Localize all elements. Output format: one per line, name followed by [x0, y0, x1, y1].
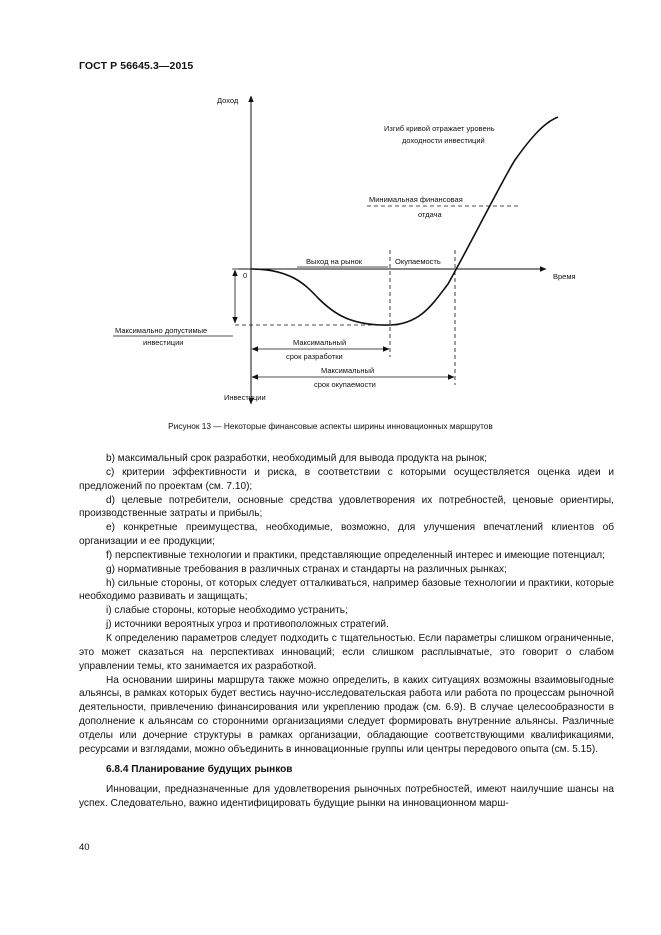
- time-axis-label: Время: [553, 272, 576, 281]
- payback-label: Окупаемость: [395, 257, 441, 266]
- list-item-e: e) конкретные преимущества, необходимые, возможно, для улучшения впечатлений клиентов об организации и ее продукции;: [79, 522, 614, 548]
- max-dev-time-label-1: Максимальный: [293, 338, 347, 347]
- section-paragraph: Инновации, предназначенные для удовлетворения рыночных потребностей, имеют наилучшие шансы на успех. Следовательно, важно идентифицировать будущие рынки на инновационном марш-: [79, 784, 614, 810]
- zero-label: 0: [243, 271, 248, 280]
- max-investment-label-1: Максимально допустимые: [115, 326, 208, 335]
- list-item-h: h) сильные стороны, от которых следует отталкиваться, например базовые технологии и практики, которые необходимо развивать и защищать;: [79, 577, 614, 603]
- financial-curve: [251, 117, 558, 325]
- figure-caption: Рисунок 13 — Некоторые финансовые аспекты ширины инновационных маршрутов: [168, 421, 493, 431]
- investment-axis-label: Инвестиции: [224, 393, 266, 402]
- min-return-label-2: отдача: [418, 210, 442, 219]
- list-item-c: c) критерии эффективности и риска, в соответствии с которыми осуществляется оценка идеи и предложений по проектам (см. 7.10);: [79, 466, 614, 492]
- paragraph-parameters: К определению параметров следует подходить с тщательностью. Если параметры слишком ограниченные, это может сказаться на перспективах инноваций; если слишком расплывчатые, это говорит о слабом управлении темы, кто занимается их разработкой.: [79, 632, 614, 672]
- market-entry-label: Выход на рынок: [306, 257, 363, 266]
- list-item-f: f) перспективные технологии и практики, представляющие определенный интерес и имеющие потенциал;: [106, 549, 605, 561]
- body-text: [79, 452, 614, 811]
- revenue-axis-label: Доход: [217, 96, 239, 105]
- min-return-label-1: Минимальная финансовая: [369, 195, 463, 204]
- list-item-b: b) максимальный срок разработки, необходимый для вывода продукта на рынок;: [106, 453, 487, 464]
- list-item-d: d) целевые потребители, основные средства удовлетворения их потребностей, ценовые ориентиры, производственные затраты и прибыль;: [79, 494, 614, 520]
- paragraph-alliances: На основании ширины маршрута также можно определить, в каких ситуациях возможны взаимовыгодные альянсы, в рамках которых будет вестись научно-исследовательская работа или работа по процессам рыночной деятельности, привлечению финансирования или укреплению продаж (см. 6.9). В случае целесообразности в дополнение к альянсам со сторонними организациями следует формировать внутренние альянсы. Различные отделы или дочерние структуры в рамках организации, обладающие соответствующими квалификациями, ресурсами и взглядами, можно объединить в инновационные группы или центры передового опыта (см. 5.15).: [79, 674, 614, 755]
- list-item-g: g) нормативные требования в различных странах и стандарты на различных рынках;: [106, 563, 507, 575]
- max-payback-label-1: Максимальный: [321, 366, 375, 375]
- max-payback-label-2: срок окупаемости: [314, 380, 376, 389]
- curve-bend-label-1: Изгиб кривой отражает уровень: [384, 124, 495, 133]
- page-number: 40: [79, 842, 90, 853]
- max-investment-label-2: инвестиции: [143, 338, 184, 347]
- section-heading: 6.8.4 Планирование будущих рынков: [106, 763, 293, 775]
- financial-aspects-figure: [0, 0, 661, 420]
- list-item-j: j) источники вероятных угроз и противоположных стратегий.: [106, 619, 389, 631]
- curve-bend-label-2: доходности инвестиций: [402, 136, 485, 145]
- list-item-i: i) слабые стороны, которые необходимо устранить;: [106, 605, 348, 617]
- max-dev-time-label-2: срок разработки: [286, 352, 343, 361]
- document-header: ГОСТ Р 56645.3—2015: [79, 60, 194, 72]
